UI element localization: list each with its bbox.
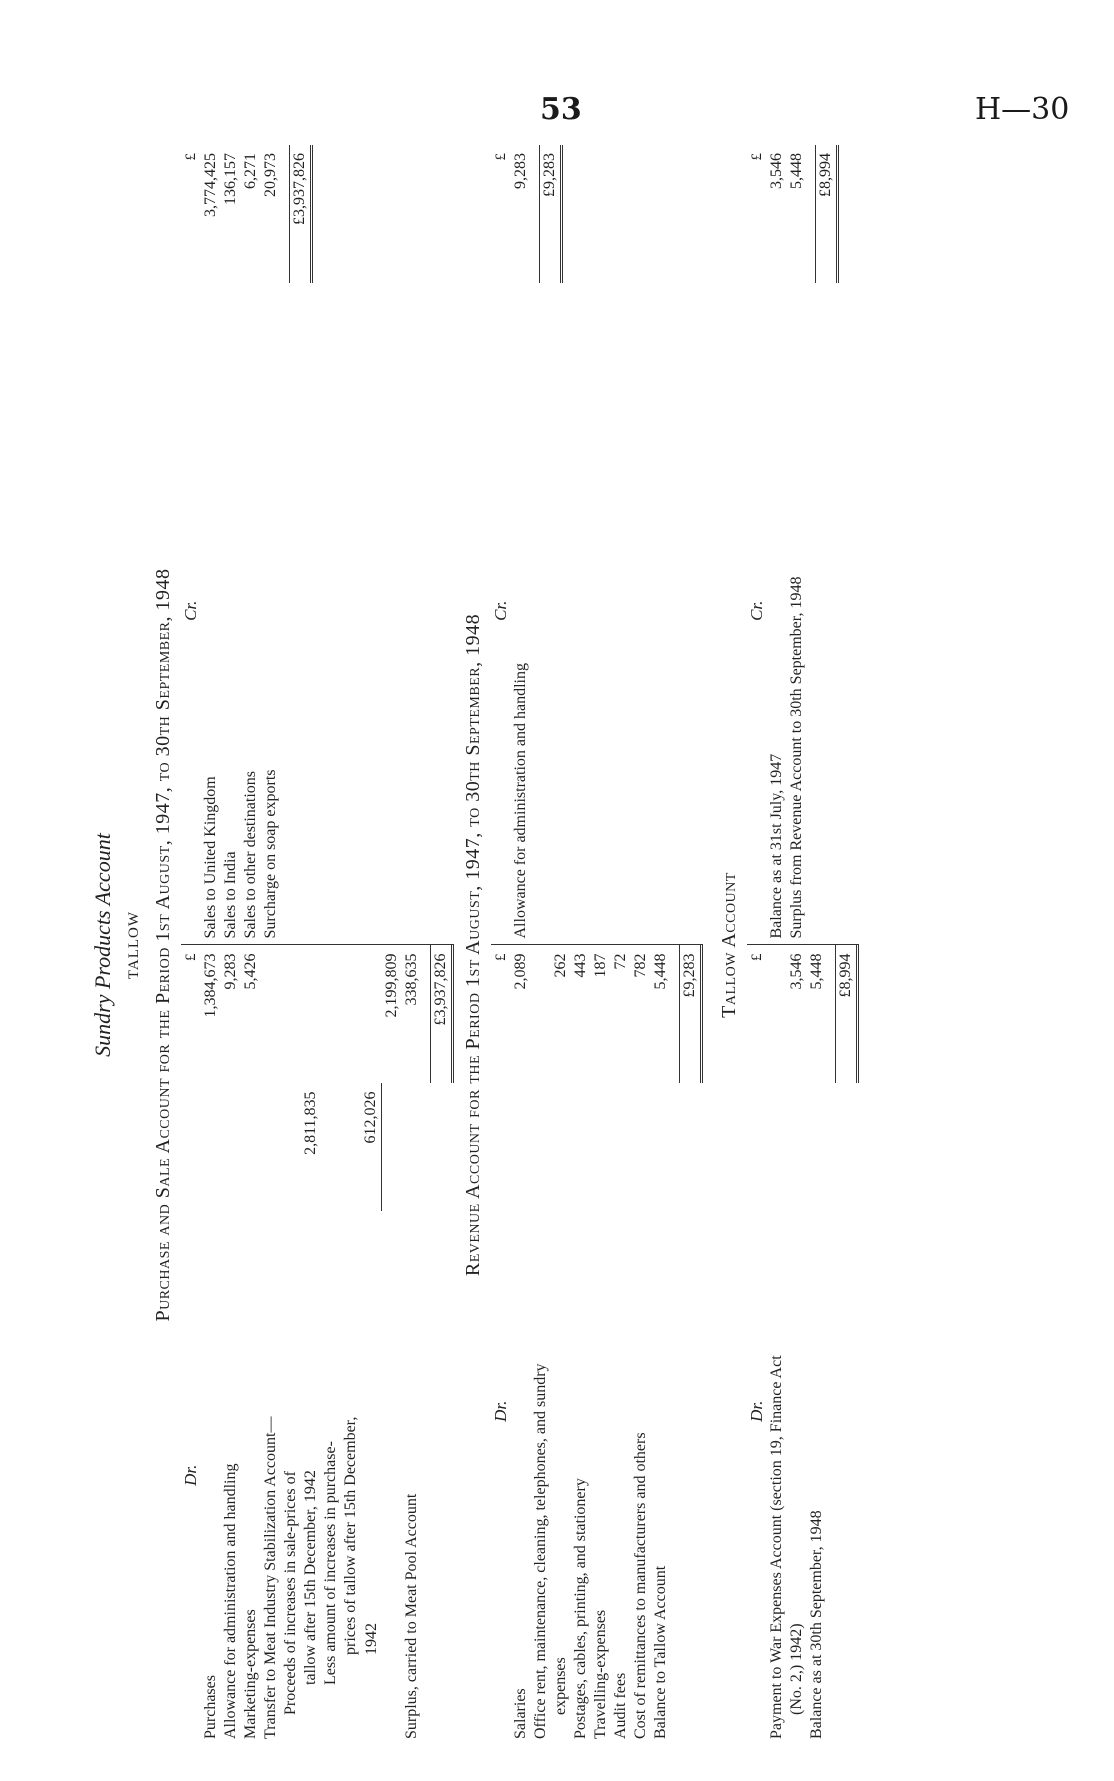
currency-symbol: £ bbox=[493, 153, 509, 161]
row-label: Transfer to Meat Industry Stabilization Account— bbox=[262, 1416, 279, 1739]
row-amount: 2,199,809 bbox=[383, 953, 400, 1018]
row-label: 1942 bbox=[363, 1623, 380, 1655]
row-label: Surplus, carried to Meat Pool Account bbox=[403, 1493, 420, 1739]
account-table bbox=[491, 145, 703, 1745]
document-title: Sundry Products Account bbox=[90, 833, 115, 1057]
total-amount: £3,937,826 bbox=[289, 145, 313, 283]
account-row bbox=[221, 145, 241, 945]
row-label: Salaries bbox=[512, 1688, 529, 1739]
credit-side bbox=[747, 145, 859, 945]
account-row bbox=[321, 946, 341, 1746]
row-amount: 2,089 bbox=[512, 953, 529, 990]
row-label: Sales to India bbox=[222, 851, 239, 939]
page-number: 53 bbox=[540, 92, 582, 127]
account-row bbox=[261, 145, 281, 945]
page-reference: H—30 bbox=[975, 92, 1070, 127]
currency-symbol: £ bbox=[493, 953, 509, 961]
account-row bbox=[807, 946, 827, 1746]
section-heading: Purchase and Sale Account for the Period 1st August, 1947, to 30th September, 1948 bbox=[152, 568, 174, 1322]
row-amount: 3,546 bbox=[788, 953, 805, 990]
currency-symbol: £ bbox=[749, 153, 765, 161]
account-row bbox=[221, 946, 241, 1746]
row-label: prices of tallow after 15th December, bbox=[342, 1416, 359, 1655]
credit-side bbox=[181, 145, 454, 945]
rotated-content bbox=[90, 145, 1050, 1745]
row-label: Balance to Tallow Account bbox=[652, 1565, 669, 1739]
account-row bbox=[631, 946, 651, 1746]
account-row bbox=[787, 145, 807, 945]
cr-label: Cr. bbox=[181, 600, 200, 621]
total-row bbox=[430, 946, 454, 1746]
row-label: Marketing-expenses bbox=[242, 1609, 259, 1739]
account-row bbox=[241, 946, 261, 1746]
row-subamount: 2,811,835 bbox=[302, 1091, 319, 1155]
row-amount: 20,973 bbox=[262, 153, 279, 197]
debit-side bbox=[747, 945, 859, 1746]
section-heading: Revenue Account for the Period 1st August, 1947, to 30th September, 1948 bbox=[462, 613, 484, 1277]
row-amount: 5,448 bbox=[808, 953, 825, 990]
row-amount: 187 bbox=[592, 953, 609, 978]
total-amount: £9,283 bbox=[679, 946, 703, 1084]
total-row bbox=[835, 946, 859, 1746]
account-table bbox=[747, 145, 859, 1745]
row-amount: 3,546 bbox=[768, 153, 785, 189]
document-subtitle: TALLOW bbox=[126, 910, 142, 980]
row-amount: 782 bbox=[632, 953, 649, 978]
account-row bbox=[551, 946, 571, 1746]
account-row bbox=[361, 946, 382, 1746]
cr-label: Cr. bbox=[491, 600, 510, 621]
account-row bbox=[201, 145, 221, 945]
row-amount: 136,157 bbox=[222, 153, 239, 205]
account-row bbox=[511, 946, 531, 1746]
account-row bbox=[241, 145, 261, 945]
dr-label: Dr. bbox=[747, 1400, 766, 1422]
row-amount: 338,635 bbox=[403, 953, 420, 1006]
total-row bbox=[539, 145, 563, 945]
row-label: Cost of remittances to manufacturers and others bbox=[632, 1432, 649, 1739]
row-label: Payment to War Expenses Account (section 19, Finance Act bbox=[768, 1355, 785, 1739]
row-label: Travelling-expenses bbox=[592, 1609, 609, 1739]
row-label: Surcharge on soap exports bbox=[262, 769, 279, 939]
currency-symbol: £ bbox=[183, 953, 199, 961]
account-row bbox=[261, 946, 281, 1746]
total-row bbox=[815, 145, 839, 945]
dr-label: Dr. bbox=[181, 1464, 200, 1486]
row-label: Balance as at 31st July, 1947 bbox=[768, 753, 785, 939]
account-row bbox=[591, 946, 611, 1746]
account-row bbox=[571, 946, 591, 1746]
total-row bbox=[679, 946, 703, 1746]
purchase-sale-account bbox=[152, 145, 454, 1745]
account-row bbox=[382, 946, 402, 1746]
row-label: Purchases bbox=[202, 1675, 219, 1739]
account-row bbox=[611, 946, 631, 1746]
row-label: tallow after 15th December, 1942 bbox=[302, 1470, 319, 1685]
row-label: Allowance for administration and handling bbox=[222, 1463, 239, 1739]
account-row bbox=[301, 946, 321, 1746]
account-row bbox=[511, 145, 531, 945]
row-amount: 5,426 bbox=[242, 953, 259, 990]
row-amount: 3,774,425 bbox=[202, 153, 219, 217]
row-label: Allowance for administration and handling bbox=[512, 663, 529, 939]
total-amount: £8,994 bbox=[835, 946, 859, 1084]
total-amount: £9,283 bbox=[539, 145, 563, 283]
row-label: Sales to United Kingdom bbox=[202, 776, 219, 939]
tallow-account bbox=[718, 145, 859, 1745]
landscape-page bbox=[90, 145, 950, 1745]
total-amount: £8,994 bbox=[815, 145, 839, 283]
row-amount: 1,384,673 bbox=[202, 953, 219, 1018]
account-row bbox=[201, 946, 221, 1746]
row-amount: 9,283 bbox=[222, 953, 239, 990]
row-amount: 72 bbox=[612, 953, 629, 970]
account-table bbox=[181, 145, 454, 1745]
cr-label: Cr. bbox=[747, 600, 766, 621]
account-row bbox=[281, 946, 301, 1746]
row-amount: 5,448 bbox=[788, 153, 805, 189]
row-label: (No. 2,) 1942) bbox=[788, 1623, 805, 1715]
account-row bbox=[651, 946, 671, 1746]
row-label: Balance as at 30th September, 1948 bbox=[808, 1510, 825, 1739]
account-row bbox=[767, 145, 787, 945]
row-label: Sales to other destinations bbox=[242, 770, 259, 939]
account-row bbox=[531, 946, 551, 1746]
dr-label: Dr. bbox=[491, 1400, 510, 1422]
row-label: Proceeds of increases in sale-prices of bbox=[282, 1471, 299, 1715]
row-amount: 6,271 bbox=[242, 153, 259, 189]
account-row bbox=[767, 946, 787, 1746]
debit-side bbox=[491, 945, 703, 1746]
account-row bbox=[787, 946, 807, 1746]
row-amount: 9,283 bbox=[512, 153, 529, 189]
row-label: Less amount of increases in purchase- bbox=[322, 1441, 339, 1685]
credit-side bbox=[491, 145, 703, 945]
account-row bbox=[402, 946, 422, 1746]
section-heading: Tallow Account bbox=[718, 872, 740, 1018]
currency-symbol: £ bbox=[183, 153, 199, 161]
row-amount: 5,448 bbox=[652, 953, 669, 990]
row-label: Audit fees bbox=[612, 1672, 629, 1739]
currency-symbol: £ bbox=[749, 953, 765, 961]
row-amount: 443 bbox=[572, 953, 589, 978]
revenue-account bbox=[462, 145, 703, 1745]
row-label: Surplus from Revenue Account to 30th September, 1948 bbox=[788, 576, 805, 939]
row-subamount: 612,026 bbox=[361, 1084, 382, 1212]
account-row bbox=[341, 946, 361, 1746]
debit-side bbox=[181, 945, 454, 1746]
row-label: Office rent, maintenance, cleaning, telephones, and sundry bbox=[532, 1363, 549, 1739]
total-row bbox=[289, 145, 313, 945]
row-amount: 262 bbox=[552, 953, 569, 978]
row-label: Postages, cables, printing, and stationery bbox=[572, 1478, 589, 1739]
row-label: expenses bbox=[552, 1657, 569, 1715]
total-amount: £3,937,826 bbox=[430, 946, 454, 1084]
